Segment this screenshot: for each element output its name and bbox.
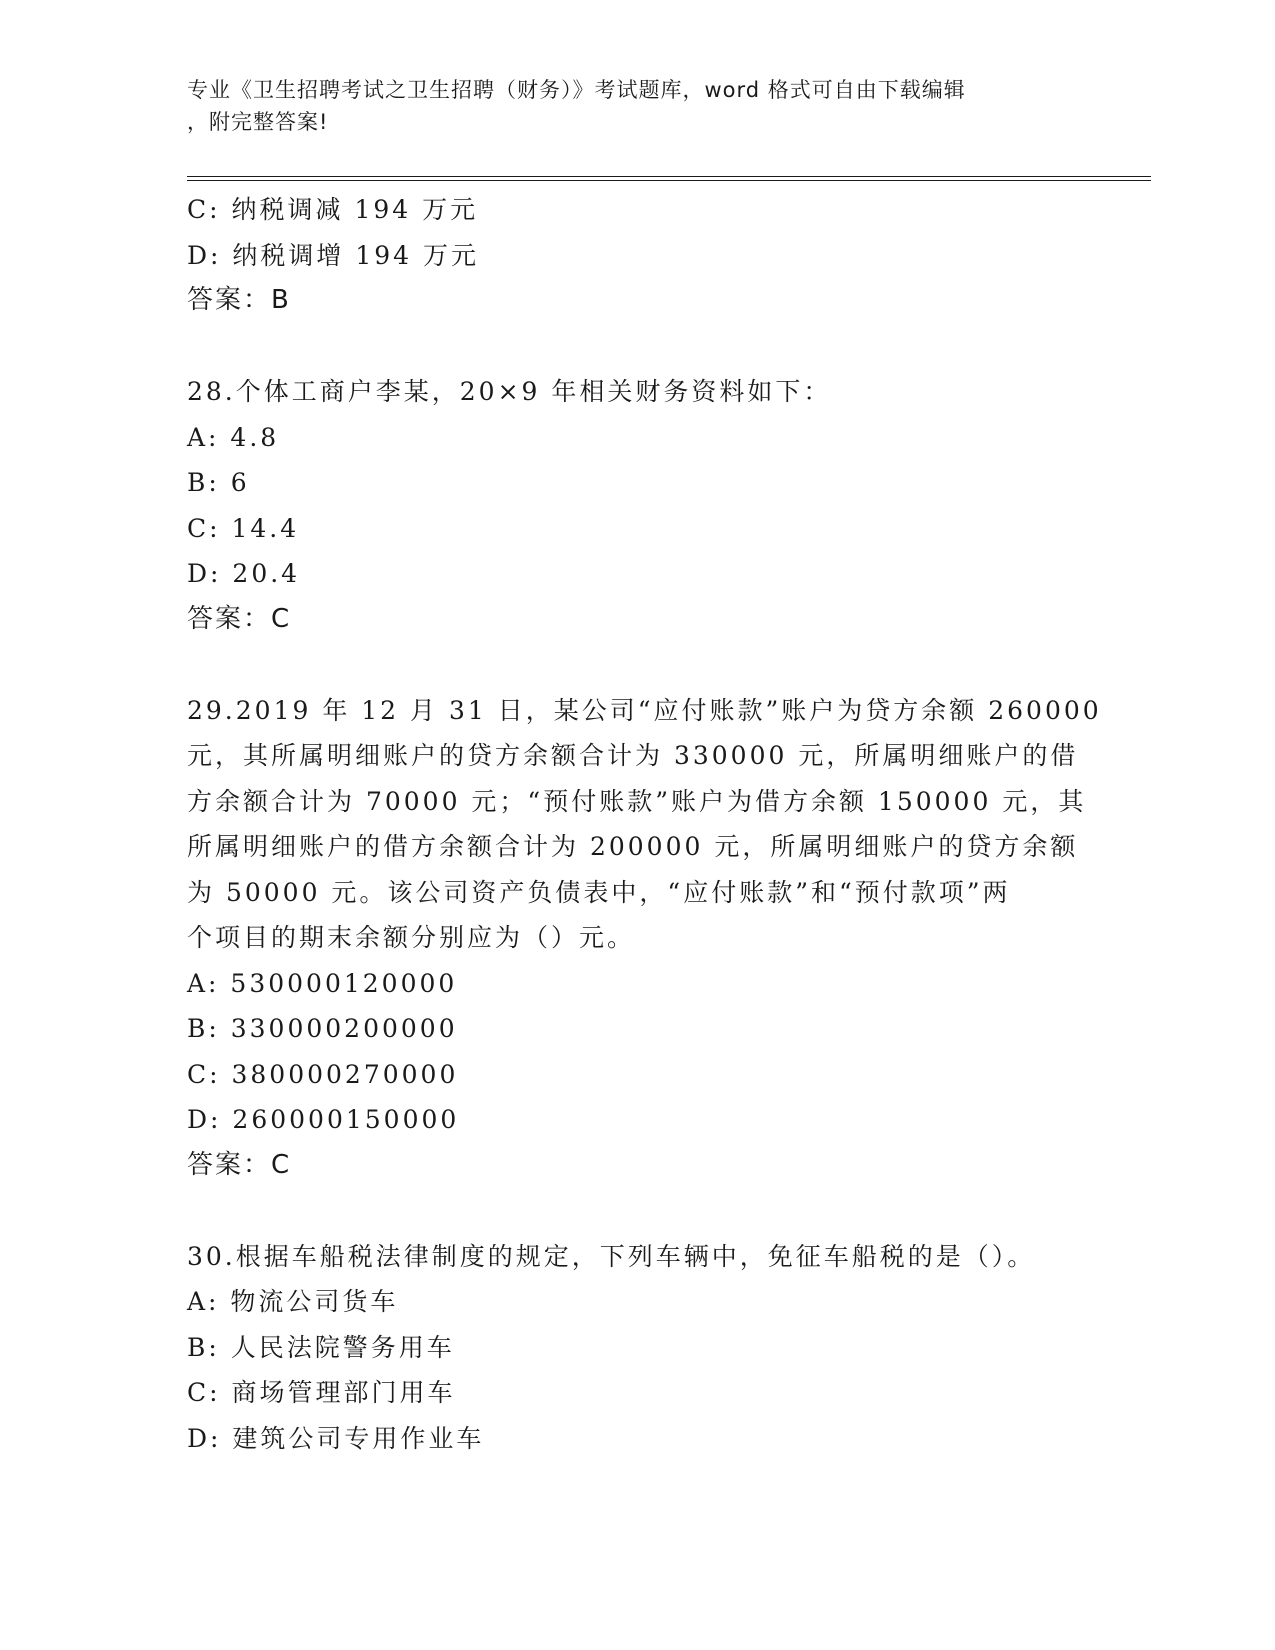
option-c: C: 纳税调减 194 万元 (187, 195, 479, 224)
option-a: A: 4.8 (187, 422, 280, 452)
question-stem-line-4: 所属明细账户的借方余额合计为 200000 元，所属明细账户的贷方余额 (187, 832, 1079, 861)
question-stem: 28.个体工商户李某，20×9 年相关财务资料如下： (187, 377, 832, 406)
option-b: B: 6 (187, 468, 250, 497)
header-line-1: 专业《卫生招聘考试之卫生招聘（财务）》考试题库，word 格式可自由下载编辑 (187, 78, 966, 102)
question-29 (187, 688, 1102, 1189)
spacer (187, 324, 1087, 370)
question-list (187, 187, 1102, 1461)
header-line-2: ，附完整答案! (187, 110, 329, 134)
question-stem-line-1: 29.2019 年 12 月 31 日，某公司“应付账款”账户为贷方余额 260000 (187, 695, 1102, 725)
question-stem-line-2: 元，其所属明细账户的贷方余额合计为 330000 元，所属明细账户的借 (187, 741, 1079, 770)
option-d: D: 20.4 (187, 559, 301, 588)
document-header (187, 74, 1067, 138)
option-a: A: 物流公司货车 (187, 1287, 399, 1316)
option-b: B: 人民法院警务用车 (187, 1332, 455, 1362)
spacer (187, 642, 1087, 688)
option-c: C: 380000270000 (187, 1059, 459, 1089)
question-28 (187, 369, 1087, 642)
question-stem-line-6: 个项目的期末余额分别应为（）元。 (187, 923, 636, 952)
option-d: D: 纳税调增 194 万元 (187, 240, 480, 270)
question-27-tail (187, 187, 1087, 324)
answer: 答案：C (187, 603, 292, 634)
answer: 答案：B (187, 285, 291, 315)
option-d: D: 260000150000 (187, 1105, 460, 1134)
question-stem-line-5: 为 50000 元。该公司资产负债表中，“应付账款”和“预付款项”两 (187, 877, 1011, 907)
option-c: C: 商场管理部门用车 (187, 1378, 456, 1407)
option-c: C: 14.4 (187, 513, 300, 543)
header-rule-bottom (187, 180, 1151, 181)
header-rule-top (187, 176, 1151, 177)
option-a: A: 530000120000 (187, 968, 458, 998)
question-30 (187, 1234, 1087, 1462)
spacer (187, 1188, 1087, 1234)
option-b: B: 330000200000 (187, 1014, 458, 1043)
question-stem: 30.根据车船税法律制度的规定，下列车辆中，免征车船税的是（）。 (187, 1241, 1036, 1271)
option-d: D: 建筑公司专用作业车 (187, 1423, 485, 1453)
question-stem-line-3: 方余额合计为 70000 元；“预付账款”账户为借方余额 150000 元，其 (187, 786, 1087, 816)
answer: 答案：C (187, 1149, 292, 1180)
